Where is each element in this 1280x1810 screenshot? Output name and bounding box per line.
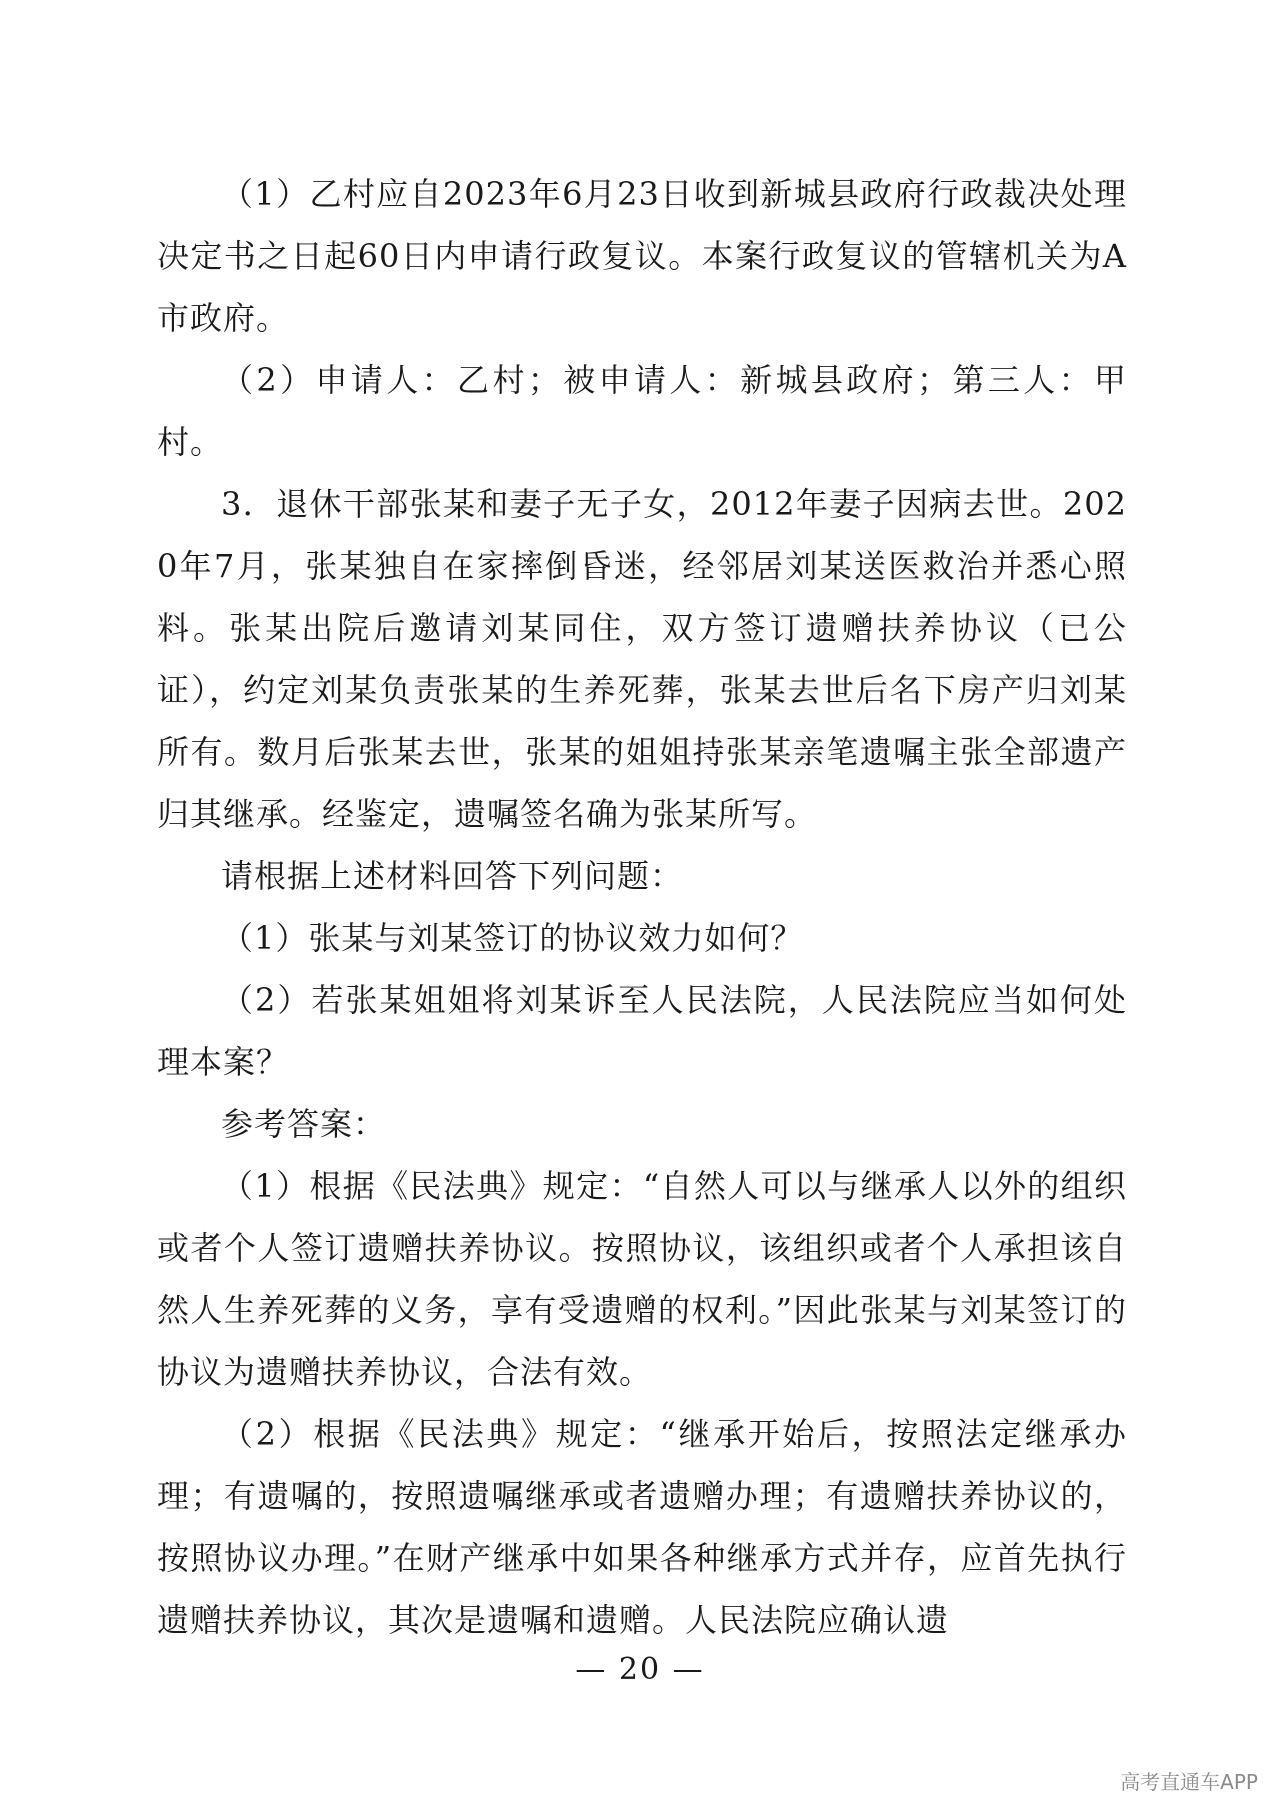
paragraph-answer-2-2: （2）申请人：乙村；被申请人：新城县政府；第三人：甲村。 [157, 361, 1127, 461]
watermark-text: 高考直通车APP [1120, 1770, 1258, 1794]
paragraph-answer-3-1: （1）根据《民法典》规定：“自然人可以与继承人以外的组织或者个人签订遗赠扶养协议。按照协议，该组织或者个人承担该自然人生养死葬的义务，享有受遗赠的权利。”因此张某与刘某签订的协议为遗赠扶养协议，合法有效。 [157, 1167, 1127, 1391]
paragraph-answer-2-1: （1）乙村应自2023年6月23日收到新城县政府行政裁决处理决定书之日起60日内申请行政复议。本案行政复议的管辖机关为A市政府。 [157, 175, 1127, 337]
paragraph-answer-heading: 参考答案： [221, 1105, 387, 1143]
paragraph-answer-3-2: （2）根据《民法典》规定：“继承开始后，按照法定继承办理；有遗嘱的，按照遗嘱继承或者遗赠办理；有遗赠扶养协议的，按照协议办理。”在财产继承中如果各种继承方式并存，应首先执行遗赠扶养协议，其次是遗嘱和遗赠。人民法院应确认遗 [157, 1415, 1127, 1639]
page-number: — 20 — [575, 1652, 705, 1687]
paragraph-instruction: 请根据上述材料回答下列问题： [221, 857, 684, 895]
paragraph-question-3: 3．退休干部张某和妻子无子女，2012年妻子因病去世。2020年7月，张某独自在家摔倒昏迷，经邻居刘某送医救治并悉心照料。张某出院后邀请刘某同住，双方签订遗赠扶养协议（已公证），约定刘某负责张某的生养死葬，张某去世后名下房产归刘某所有。数月后张某去世，张某的姐姐持张某亲笔遗嘱主张全部遗产归其继承。经鉴定，遗嘱签名确为张某所写。 [157, 485, 1127, 833]
document-body [157, 163, 1127, 1651]
paragraph-question-3-2: （2）若张某姐姐将刘某诉至人民法院，人民法院应当如何处理本案？ [157, 981, 1127, 1081]
paragraph-question-3-1: （1）张某与刘某签订的协议效力如何？ [221, 919, 804, 957]
